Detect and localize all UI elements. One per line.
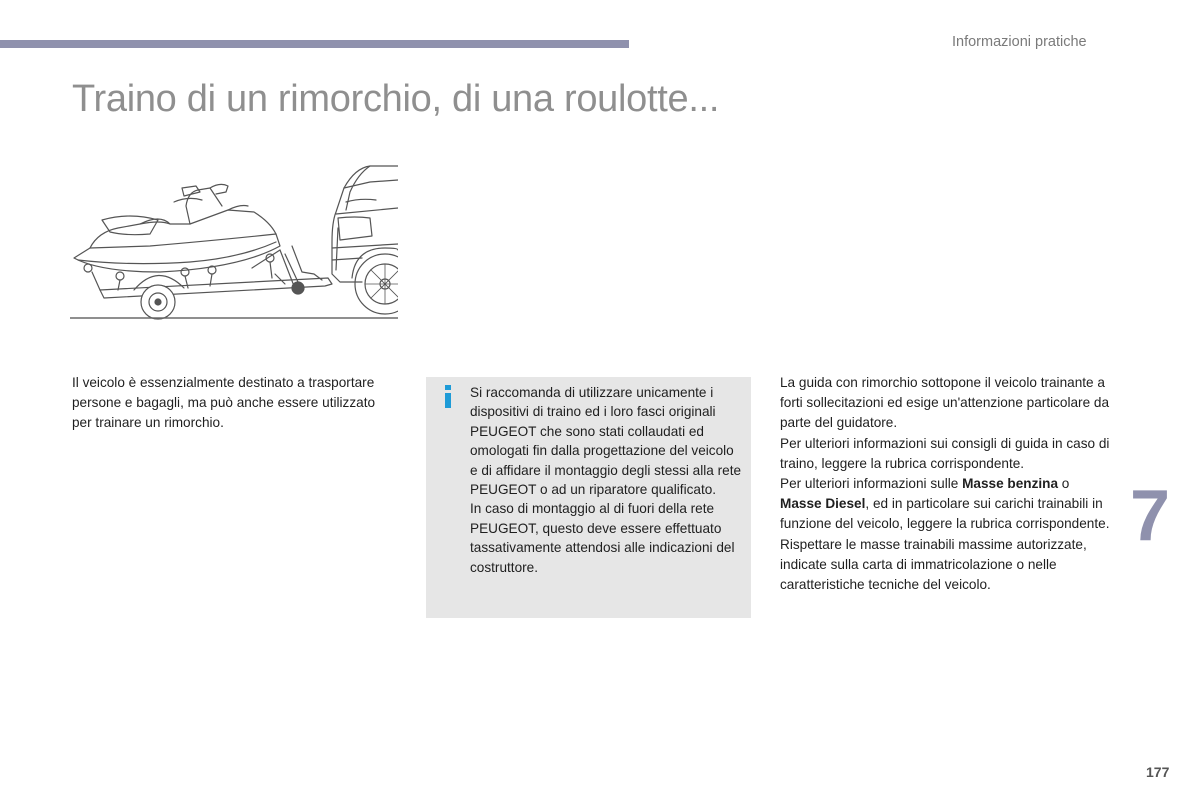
info-paragraph-2: In caso di montaggio al di fuori della rete PEUGEOT, questo deve essere effettuato tassativamente attendosi alle indicazioni del costruttore. bbox=[470, 501, 735, 575]
chapter-number: 7 bbox=[1130, 476, 1171, 556]
text-run: , ed in particolare sui carichi trainabili in funzione del veicolo, leggere la rubrica corrispondente. bbox=[780, 496, 1110, 532]
info-paragraph-1: Si raccomanda di utilizzare unicamente i dispositivi di traino ed i loro fasci originali PEUGEOT che sono stati collaudati ed omologati fin dalla progettazione del veicolo e di affidare il montaggio degli stessi alla rete PEUGEOT o ad un riparatore qualificato. bbox=[470, 385, 742, 498]
jet-ski-on-trailer-towed-by-car-illustration bbox=[70, 162, 398, 324]
towing-paragraph-3 bbox=[780, 474, 1110, 535]
intro-paragraph: Il veicolo è essenzialmente destinato a trasportare persone e bagagli, ma può anche essere utilizzato per trainare un rimorchio. bbox=[72, 375, 376, 431]
bold-term-masse-diesel: Masse Diesel bbox=[780, 496, 866, 512]
info-icon bbox=[441, 385, 455, 409]
text-run: Per ulteriori informazioni sulle bbox=[780, 476, 963, 492]
page-number: 177 bbox=[1146, 764, 1170, 780]
text-run: o bbox=[1058, 476, 1070, 492]
section-label: Informazioni pratiche bbox=[952, 34, 1087, 50]
page-title: Traino di un rimorchio, di una roulotte... bbox=[72, 78, 720, 120]
towing-paragraph-1: La guida con rimorchio sottopone il veicolo trainante a forti sollecitazioni ed esige un'attenzione particolare da parte del guidatore. bbox=[780, 375, 1110, 431]
towing-paragraph-2: Per ulteriori informazioni sui consigli di guida in caso di traino, leggere la rubrica corrispondente. bbox=[780, 435, 1110, 471]
bold-term-masse-benzina: Masse benzina bbox=[962, 476, 1059, 492]
info-box-text bbox=[470, 383, 745, 577]
towing-advice-column bbox=[780, 373, 1110, 595]
towing-paragraph-4: Rispettare le masse trainabili massime autorizzate, indicate sulla carta di immatricolazione o nelle caratteristiche tecniche del veicolo. bbox=[780, 536, 1087, 593]
header-accent-bar bbox=[0, 40, 629, 48]
